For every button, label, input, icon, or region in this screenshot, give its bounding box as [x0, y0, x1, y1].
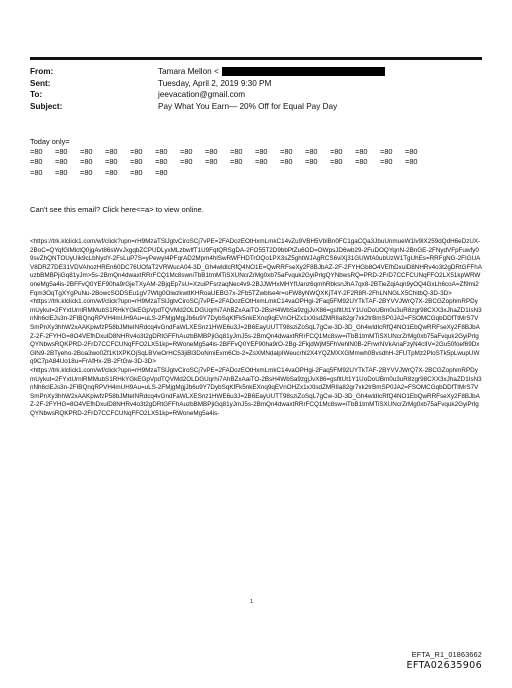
today-cell: =80	[55, 157, 68, 167]
today-cell: =80	[255, 147, 268, 157]
today-only-block	[30, 137, 430, 178]
to-value: jeevacation@gmail.com	[158, 90, 246, 99]
subject-label: Subject:	[30, 101, 63, 111]
today-cell: =80	[80, 147, 93, 157]
sent-label: Sent:	[30, 78, 51, 88]
today-cell: =80	[130, 147, 143, 157]
bates-stamp-large: EFTA02635906	[406, 660, 482, 671]
today-grid	[30, 147, 430, 178]
to-label: To:	[30, 90, 43, 99]
from-row	[30, 66, 490, 78]
today-cell: =80	[55, 147, 68, 157]
today-cell: =80	[305, 157, 318, 167]
to-row	[30, 89, 490, 101]
from-value: Tamara Mellon <	[158, 67, 219, 76]
today-cell: =80	[180, 157, 193, 167]
today-cell: =80	[355, 157, 368, 167]
redaction-bar	[222, 67, 385, 76]
sent-row	[30, 78, 490, 90]
today-cell: =80	[180, 147, 193, 157]
today-cell: =80	[230, 147, 243, 157]
today-cell: =80	[330, 147, 343, 157]
today-cell: =80	[230, 157, 243, 167]
header-rule	[30, 57, 482, 60]
today-cell: =80	[105, 147, 118, 157]
subject-row	[30, 101, 490, 113]
email-header	[30, 66, 490, 112]
email-body-links: <https://trk.klclick1.com/wf/click?upn=rH9MzaTSlJgtvCiroSCj7vPE=2FADozEOtHxmLmkC14vZu9VBH5VblBn0FC1gaCQa3JbuUnmueW1lv9lX259dQdH6eDzUX-2BoC=QYqfGlMlctQ0jgAvt86sWvJxgqbZCPUDLyxMLzbwlfT1U9FqtQRSgDA-2FO55T2D9bbPtZu6OD=OWpsJD6wb29-2FuDOQYqnN-2BnGE-2FNydVFpFuwfy09svZhQNTOUyUik9cLbNydY-2FsLuP7S=yPewyI4PFqrAD2Mpm4hlSwRWFHDTrOQo1PX3sZ5ghtWJAgRCS6viXj31GUWfA0ubUzW1TgUhEs=RRFgNG-2FIGUAV8DRZ7DE31VDVAhozHREn60DC76UOfaT2VRWucA04-3D_Gh4wldIcRfQ4NO1E=QwRRFseXy2F8BJbAZ-2F-2FYHGb8O4VEfhDxulD8NHRv4o3t2gDRtGFFhAuzbBMBPjiGq81yJm>5s-2BmQn4dwaxtRRrFCQ1Mc8swniTbB1tmMTiSXUNcrZrMg0xb75aFvquk2GyiPrlgQYNbwsRQ=PRD-2FrD7CCFCUNqFFO2LX51kpWRWoneMg5a4is-2BFFvQ0YEF90ha9rGjeTXyAM-2BjqEp7sU=XzuiPFsrzaqNec4v9-2BJJWHxMHYfUanz6qmhRbksnJhA7qx8-2BTieZqiAqn9yOQ4GxLh6coA=Zf9mi2Fqm3OqTgXYgPuNu-2BowcSODSEu1gV7Wtg0OiwzkwttKHRoaUEBG7x-2Fb5TZwblse4r=oFW8yNWQXKjT4Y-2F2R8R-2FhLNNGLX5ChitbQ-3D-3D> <https://trk.klclick1.com/wf/click?upn=rH9MzaTSlJgtvCiroSCj7vPE=2FADozEOtHxmLmkC14vaOPHgi-2Faq5FM92UYTkTAF-2BYVVJWrQ7X-2BCGZophmRPDymUykut=2FYxtUrnlRMMubS1RHkYGkEGpVpdTQVMd2OLDGUqrhi7AhBZxAaiTO-2BsH4WbSa9zgjJvX86=gsfltUt1Y1UoDoUBm0u3uR8zgr98CXX3xJhaZD1IsN3nNh6clEJs3n-2FIBQnqRPVH4mUH9Au=uLS-2FMjgMgjJb6u9Y7DybSqKfFk5nkEXnq9qEVnOHZx1xXlsdZMRlIa82gr7xk2trBmSP0JA2=FSOMCGqbDDfTtMrS7VSmPnXy3hhW2xAAKpiwfzP58bJMteINRdcq4vGndFaWLXESnz1HWE6u3J=2B6EayUUTT98sziZoSqL7gCw-3D-3D_Gh4wldIcRfQ4NO1EbQwRRFseXy2F8BJbAZ-2F-2FYHG=8O4VEfhDxulD8NHRv4o3t2gDRtGFFhAuzbBMBPjiGq81yJmJ5s-2BmQn4dwaxtRRrFCQ1Mc8sw=iTbB1tmMTiSXUNcrZrMg0xb75aFvquk2GyiPrlgQYNbwsRQKPRD-2FrD7CCFCUNqFFO2LX51kp=RWoneMg5a4is-2BFFvQ0YEF90ha9rO-2Bg-2FkjdWjM5FhVehlN0B-2FrwrNVkAnaFzyN4clIV=2Gu50foef69DxGlN9-2BTyeho-2Boa3wo0Zf1KtXPKOjSqLBVwOrHC53jiBl3DoNmiExm6Cb-2=ZsXMNdalpIWeucrhl2X4YQZMXXGMmwh0BvsdhH-2FUTpMz2PloSTk5pLwupUWq9C7pA84Uo18u=FrAfHx-2B-2FtGw-3D-3D> <https://trk.klclick1.com/wf/click?upn=rH9MzaTSlJgtvCiroSCj7vPE=2FADozEOtHxmLmkC14vaOPHgi-2Faq5FM92UYTkTAF-2BYVVJWrQ7X-2BCGZophmRPDymUykut=2FYxtUrnlRMMubS1RHkYGkEGpVpdTQVMd2OLDGUqrhi7AhBZxAaiTO-2BsH4WbSa9zgjJvX86=gsfltUt1Y1UoDoUBm0u3uR8zgr98CXX3xJhaZD1IsN3nNh6clEJs3n-2FIBQnqRPVH4mUH9Au=uLS-2FMjgMgjJb6u9Y7DybSqKfFk5nkEXnq9qEVnOHZx1xXlsdZMRlIa82gr7xk2trBmSP0JA2=FSOMCGqbDDfTtMrS7VSmPnXy3hhW2xAAKpiwfzP58bJMteINRdcq4vGndFaWLXESnz1HWE6u3J=2B6EayUUTT98sziZoSqL7gCw-3D-3D_Gh4wldIcRfQ4NO1EbQwRRFseXy2F8BJbAZ-2F-2FYHG=8O4VEfhDxulD8NHRv4o3t2gDRtGFFhAuzbBMBPjiGq81yJmJ5s-2BmQn4dwaxtRRrFCQ1Mc8sw=iTbB1tmMTiSXUNcrZrMg0xb75aFvquk2GyiPrlgQYNbwsRQKPRD-2FrD7CCFCUNqFFO2LX51kp=RWoneMg5a4is-	[30, 238, 482, 417]
today-cell: =80	[205, 147, 218, 157]
today-intro: Today only=	[30, 137, 70, 146]
today-cell: =80	[30, 147, 43, 157]
today-cell: =80	[155, 167, 168, 177]
today-cell: =80	[30, 157, 43, 167]
today-cell: =80	[330, 157, 343, 167]
bates-stamp-small: EFTA_R1_01863662	[411, 650, 482, 659]
today-cell: =80	[355, 147, 368, 157]
today-cell: =80	[405, 147, 418, 157]
today-cell: =80	[280, 157, 293, 167]
view-online-notice: Can't see this email? Click here<=a> to view online.	[30, 205, 204, 214]
today-cell: =80	[280, 147, 293, 157]
today-cell: =80	[55, 167, 68, 177]
today-cell: =80	[380, 147, 393, 157]
from-label: From:	[30, 67, 54, 76]
today-cell: =80	[105, 157, 118, 167]
today-cell: =80	[30, 167, 43, 177]
sent-value: Tuesday, April 2, 2019 9:30 PM	[158, 78, 272, 88]
today-cell: =80	[305, 147, 318, 157]
today-cell: =80	[155, 157, 168, 167]
today-cell: =80	[405, 157, 418, 167]
today-cell: =80	[130, 167, 143, 177]
page-number: 1	[250, 599, 254, 605]
today-cell: =80	[205, 157, 218, 167]
today-cell: =80	[380, 157, 393, 167]
today-cell: =80	[130, 157, 143, 167]
today-cell: =80	[80, 157, 93, 167]
today-cell: =80	[255, 157, 268, 167]
today-cell: =80	[105, 167, 118, 177]
today-cell: =80	[80, 167, 93, 177]
today-cell: =80	[155, 147, 168, 157]
subject-value: Pay What You Earn— 20% Off for Equal Pay Day	[158, 101, 338, 111]
